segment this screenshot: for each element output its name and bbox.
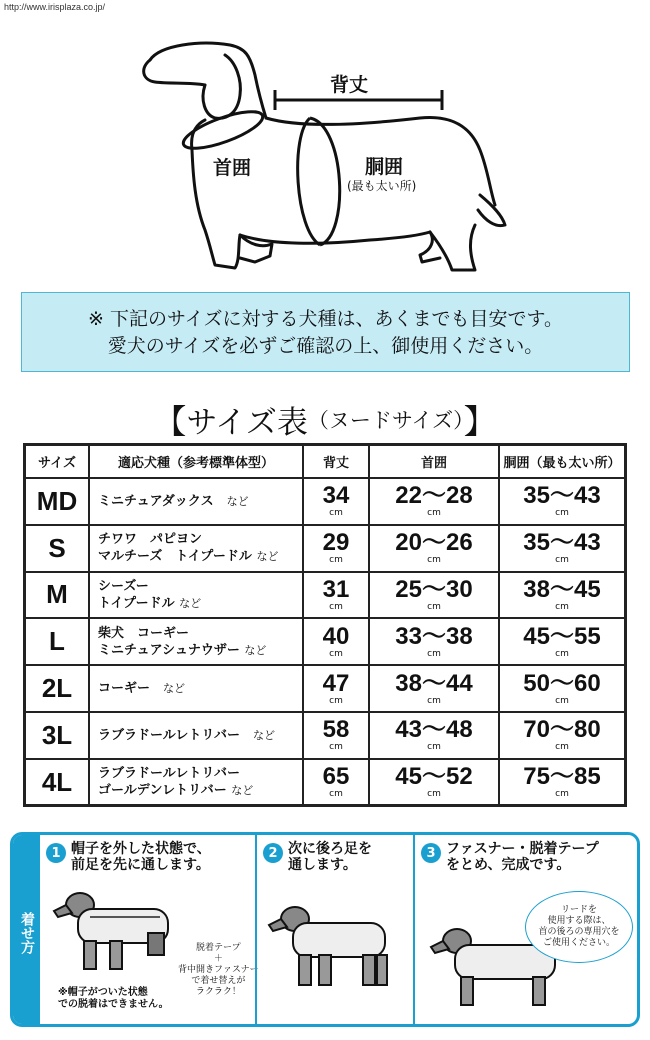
breed-line-1: ラブラドールレトリバー bbox=[98, 766, 241, 782]
table-row bbox=[26, 524, 624, 571]
chest-sub-label: (最も太い所) bbox=[347, 179, 417, 193]
size-cell: S bbox=[48, 532, 66, 563]
back-cell bbox=[302, 573, 368, 618]
breed-line-1: チワワ パピヨン bbox=[98, 532, 203, 548]
chest-cell bbox=[498, 619, 624, 664]
back-value: 31 bbox=[322, 575, 350, 603]
chest-unit: cm bbox=[555, 508, 569, 519]
bubble-line-3: 首の後ろの専用穴を bbox=[538, 927, 620, 937]
breed-cell bbox=[88, 619, 302, 664]
neck-unit: cm bbox=[427, 648, 441, 659]
neck-unit: cm bbox=[427, 742, 441, 753]
step-2 bbox=[255, 835, 413, 1024]
dog-wearing-step-2-icon bbox=[267, 897, 407, 997]
neck-cell bbox=[368, 666, 498, 711]
chest-unit: cm bbox=[555, 601, 569, 612]
neck-unit: cm bbox=[427, 601, 441, 612]
step-3-number: 3 bbox=[421, 843, 441, 863]
step-3-line-2: をとめ、完成です。 bbox=[446, 857, 571, 873]
chest-value: 35〜43 bbox=[523, 529, 601, 557]
how-to-wear-panel bbox=[10, 832, 640, 1027]
neck-unit: cm bbox=[427, 555, 441, 566]
back-cell bbox=[302, 666, 368, 711]
header-breed: 適応犬種（参考標準体型） bbox=[88, 446, 302, 477]
chest-value: 50〜60 bbox=[523, 669, 601, 697]
neck-unit: cm bbox=[427, 695, 441, 706]
dog-measurement-diagram bbox=[0, 0, 650, 285]
notice-box bbox=[21, 292, 630, 372]
breed-line-1 bbox=[98, 493, 249, 510]
neck-unit: cm bbox=[427, 789, 441, 800]
chest-cell bbox=[498, 479, 624, 524]
chest-label: 胴囲 bbox=[365, 156, 404, 178]
breed-line-1: シーズー bbox=[98, 578, 149, 594]
step-1-callout bbox=[178, 943, 259, 998]
back-unit: cm bbox=[329, 695, 343, 706]
title-sub: （ヌードサイズ） bbox=[307, 408, 464, 433]
callout-easy: ラクラク！ bbox=[195, 987, 241, 997]
bubble-line-2: 使用する際は、 bbox=[547, 916, 611, 926]
breed-line-1: 柴犬 コーギー bbox=[98, 625, 190, 641]
chest-value: 70〜80 bbox=[523, 716, 601, 744]
bubble-line-4: ご使用ください。 bbox=[542, 938, 615, 948]
table-row bbox=[26, 477, 624, 524]
step-1-note-line-1: ※帽子がついた状態 bbox=[58, 987, 148, 998]
step-1-line-1: 帽子を外した状態で、 bbox=[71, 841, 211, 857]
chest-value: 75〜85 bbox=[523, 763, 601, 791]
chest-unit: cm bbox=[555, 648, 569, 659]
breed-cell bbox=[88, 760, 302, 805]
step-3-text bbox=[446, 841, 599, 873]
neck-cell bbox=[368, 619, 498, 664]
breed-nado: など bbox=[244, 643, 267, 657]
back-unit: cm bbox=[329, 742, 343, 753]
neck-cell bbox=[368, 760, 498, 805]
back-unit: cm bbox=[329, 648, 343, 659]
step-2-line-1: 次に後ろ足を bbox=[288, 841, 372, 857]
how-to-wear-label: 着せ方 bbox=[13, 835, 40, 1027]
step-1 bbox=[40, 835, 259, 1024]
callout-plus: ＋ bbox=[213, 954, 223, 964]
neck-value: 22〜28 bbox=[395, 482, 473, 510]
callout-tape: 脱着テープ bbox=[196, 943, 241, 953]
back-value: 40 bbox=[322, 622, 350, 650]
source-url: http://www.irisplaza.co.jp/ bbox=[4, 2, 106, 12]
breed-nado: など bbox=[179, 596, 202, 610]
size-table-title bbox=[0, 396, 650, 443]
chest-cell bbox=[498, 666, 624, 711]
breed-line-2 bbox=[98, 548, 278, 565]
breed-cell bbox=[88, 573, 302, 618]
chest-cell bbox=[498, 713, 624, 758]
chest-value: 45〜55 bbox=[523, 622, 601, 650]
size-cell: M bbox=[46, 579, 68, 610]
breed-line-1-text: ラブラドールレトリバー bbox=[98, 727, 241, 743]
breed-line-1 bbox=[98, 727, 275, 744]
breed-line-2 bbox=[98, 642, 266, 659]
back-length-label: 背丈 bbox=[330, 74, 369, 96]
size-cell: 2L bbox=[41, 673, 73, 704]
neck-cell bbox=[368, 713, 498, 758]
step-1-text bbox=[71, 841, 211, 873]
size-cell: MD bbox=[36, 485, 78, 516]
breed-nado: など bbox=[163, 682, 186, 696]
step-1-note-line-2: での脱着はできません。 bbox=[58, 999, 169, 1010]
breed-line-2-text: ゴールデンレトリバー bbox=[98, 783, 227, 799]
back-cell bbox=[302, 479, 368, 524]
breed-nado: など bbox=[231, 784, 254, 798]
step-2-number: 2 bbox=[263, 843, 283, 863]
dachshund-outline-illustration bbox=[0, 0, 650, 285]
back-unit: cm bbox=[329, 601, 343, 612]
size-cell: 4L bbox=[41, 766, 73, 797]
neck-cell bbox=[368, 526, 498, 571]
bubble-line-1: リードを bbox=[560, 905, 597, 915]
breed-line-2 bbox=[98, 782, 253, 799]
callout-zipper: 背中開きファスナー bbox=[178, 965, 259, 975]
chest-unit: cm bbox=[555, 555, 569, 566]
title-bracket-open: 【 bbox=[153, 402, 187, 441]
chest-cell bbox=[498, 573, 624, 618]
chest-cell bbox=[498, 526, 624, 571]
header-neck: 首囲 bbox=[368, 446, 498, 477]
neck-unit: cm bbox=[427, 508, 441, 519]
neck-value: 45〜52 bbox=[395, 763, 473, 791]
breed-line-2-text: ミニチュアシュナウザー bbox=[98, 642, 240, 658]
title-bracket-close: 】 bbox=[463, 402, 497, 441]
neck-cell bbox=[368, 573, 498, 618]
back-cell bbox=[302, 760, 368, 805]
breed-cell bbox=[88, 713, 302, 758]
neck-label: 首囲 bbox=[213, 157, 252, 179]
back-unit: cm bbox=[329, 555, 343, 566]
chest-unit: cm bbox=[555, 789, 569, 800]
back-value: 34 bbox=[322, 482, 350, 510]
breed-line-2 bbox=[98, 595, 201, 612]
table-row bbox=[26, 664, 624, 711]
breed-cell bbox=[88, 479, 302, 524]
neck-value: 43〜48 bbox=[395, 716, 473, 744]
back-cell bbox=[302, 526, 368, 571]
title-main: サイズ表 bbox=[186, 405, 308, 441]
table-row bbox=[26, 758, 624, 805]
chest-value: 38〜45 bbox=[523, 575, 601, 603]
breed-line-1-text: ミニチュアダックス bbox=[98, 493, 214, 509]
neck-cell bbox=[368, 479, 498, 524]
size-cell: 3L bbox=[41, 719, 73, 750]
table-row bbox=[26, 617, 624, 664]
table-row bbox=[26, 571, 624, 618]
chest-unit: cm bbox=[555, 742, 569, 753]
breed-cell bbox=[88, 526, 302, 571]
step-2-line-2: 通します。 bbox=[288, 857, 357, 873]
breed-line-1 bbox=[98, 680, 185, 697]
header-back: 背丈 bbox=[302, 446, 368, 477]
size-cell: L bbox=[49, 626, 65, 657]
back-cell bbox=[302, 713, 368, 758]
neck-value: 38〜44 bbox=[395, 669, 473, 697]
back-cell bbox=[302, 619, 368, 664]
table-header-row bbox=[26, 446, 624, 477]
breed-nado: など bbox=[256, 550, 279, 564]
back-value: 58 bbox=[322, 716, 350, 744]
step-3 bbox=[413, 835, 637, 1024]
step-1-note bbox=[58, 987, 169, 1011]
chest-cell bbox=[498, 760, 624, 805]
table-row bbox=[26, 711, 624, 758]
back-value: 47 bbox=[322, 669, 350, 697]
neck-value: 33〜38 bbox=[395, 622, 473, 650]
header-size: サイズ bbox=[38, 456, 76, 471]
chest-unit: cm bbox=[555, 695, 569, 706]
breed-cell bbox=[88, 666, 302, 711]
leash-hole-bubble bbox=[525, 891, 633, 963]
notice-line-2: 愛犬のサイズを必ずご確認の上、御使用ください。 bbox=[107, 335, 544, 357]
notice-line-1: ※ 下記のサイズに対する犬種は、あくまでも目安です。 bbox=[88, 308, 563, 330]
back-value: 65 bbox=[322, 763, 350, 791]
back-unit: cm bbox=[329, 508, 343, 519]
step-3-line-1: ファスナー・脱着テープ bbox=[446, 841, 599, 857]
breed-line-2-text: マルチーズ トイプードル bbox=[98, 549, 252, 565]
header-chest: 胴囲（最も太い所） bbox=[498, 446, 624, 477]
neck-value: 20〜26 bbox=[395, 529, 473, 557]
breed-line-1-text: コーギー bbox=[98, 681, 151, 697]
step-2-text bbox=[288, 841, 372, 873]
callout-change: で着せ替えが bbox=[191, 976, 246, 986]
breed-nado: など bbox=[226, 494, 249, 508]
size-table bbox=[23, 443, 627, 807]
step-1-number: 1 bbox=[46, 843, 66, 863]
neck-value: 25〜30 bbox=[395, 575, 473, 603]
chest-value: 35〜43 bbox=[523, 482, 601, 510]
breed-nado: など bbox=[253, 728, 276, 742]
breed-line-2-text: トイプードル bbox=[98, 595, 175, 611]
step-1-line-2: 前足を先に通します。 bbox=[71, 857, 210, 873]
back-value: 29 bbox=[322, 529, 350, 557]
back-unit: cm bbox=[329, 789, 343, 800]
